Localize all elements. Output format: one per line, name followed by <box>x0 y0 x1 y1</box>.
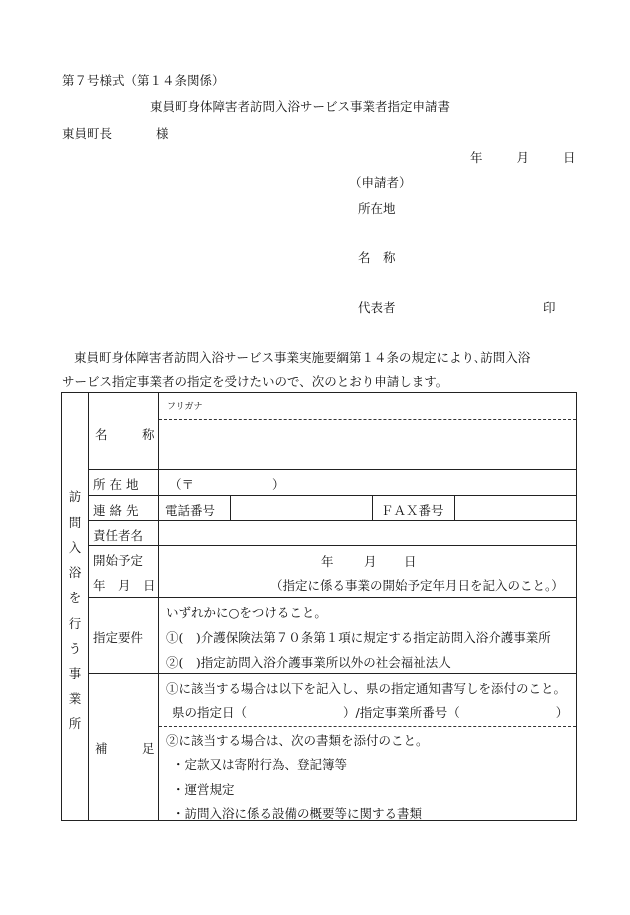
start-date-day: 日 <box>404 554 417 569</box>
addressee-suffix: 様 <box>156 126 169 141</box>
attachment-doc-2: ・運営規定 <box>172 782 235 797</box>
address-label: 所 在 地 <box>93 477 139 492</box>
postal-open: （〒 <box>169 477 195 492</box>
furigana-label: フリガナ <box>167 402 203 412</box>
contact-label: 連 絡 先 <box>93 503 139 518</box>
supplement-label-a: 補 <box>95 741 108 756</box>
side-char: 事 <box>68 666 82 681</box>
name-label-a: 名 <box>95 427 108 442</box>
form-number: 第７号様式（第１４条関係） <box>62 73 225 88</box>
representative-label: 代表者 <box>358 300 396 315</box>
pref-date-label: 県の指定日（ <box>172 705 248 720</box>
seal-mark: 印 <box>543 300 556 315</box>
side-label-office <box>62 393 88 820</box>
supplement-note-1: ①に該当する場合は以下を記入し、県の指定通知書写しを添付のこと。 <box>166 681 567 696</box>
fax-label: ＦＡＸ番号 <box>381 503 444 518</box>
requirements-label: 指定要件 <box>93 630 144 645</box>
side-char: 所 <box>68 716 82 731</box>
applicant-address-label: 所在地 <box>358 201 396 216</box>
postal-code-field[interactable] <box>169 475 285 493</box>
pref-number-label: ）/指定事業所番号（ <box>343 705 460 720</box>
start-label-1: 開始予定 <box>93 553 144 568</box>
side-char: 業 <box>68 691 82 706</box>
side-char: 浴 <box>68 565 82 580</box>
side-char: 訪 <box>68 489 82 504</box>
attachment-doc-3: ・訪問入浴に係る設備の概要等に関する書類 <box>172 806 423 821</box>
manager-label: 責任者名 <box>93 528 144 543</box>
date-year: 年 <box>470 150 483 165</box>
name-label-b: 称 <box>142 427 155 442</box>
requirements-instruction: いずれかに○をつけること。 <box>166 605 327 620</box>
date-day: 日 <box>563 150 576 165</box>
supplement-note-2: ②に該当する場合は、次の書類を添付のこと。 <box>166 733 429 748</box>
start-date-note: （指定に係る事業の開始予定年月日を記入のこと。） <box>270 578 564 593</box>
manager-input[interactable] <box>159 521 576 545</box>
document-title: 東員町身体障害者訪問入浴サービス事業者指定申請書 <box>150 99 451 114</box>
name-input[interactable] <box>159 420 576 469</box>
start-label-2: 年 月 日 <box>93 578 156 593</box>
postal-close: ） <box>272 477 285 492</box>
side-char: 行 <box>68 616 82 631</box>
applicant-name-label: 名 称 <box>358 250 396 265</box>
phone-input[interactable] <box>231 496 372 520</box>
attachment-doc-1: ・定款又は寄附行為、登記簿等 <box>172 757 348 772</box>
intro-line-1: 東員町身体障害者訪問入浴サービス事業実施要綱第１４条の規定により､訪問入浴 <box>74 350 531 365</box>
side-char: う <box>68 641 82 656</box>
start-date-month: 月 <box>364 554 377 569</box>
intro-text <box>62 346 582 394</box>
side-char: 問 <box>68 515 82 530</box>
date-month: 月 <box>516 150 530 165</box>
supplement-label-b: 足 <box>142 741 155 756</box>
application-date <box>470 148 576 166</box>
side-char: 入 <box>68 540 82 555</box>
pref-close: ） <box>555 705 569 720</box>
start-date-year: 年 <box>321 554 334 569</box>
requirement-option-1[interactable]: ①( )介護保険法第７０条第１項に規定する指定訪問入浴介護事業所 <box>166 630 551 645</box>
phone-label: 電話番号 <box>165 503 216 518</box>
application-table <box>61 392 577 821</box>
intro-line-2: サービス指定事業者の指定を受けたいので、次のとおり申請します。 <box>62 374 449 389</box>
applicant-label: （申請者） <box>349 175 412 190</box>
addressee-name: 東員町長 <box>62 126 113 141</box>
fax-input[interactable] <box>455 496 576 520</box>
requirement-option-2[interactable]: ②( )指定訪問入浴介護事業所以外の社会福祉法人 <box>166 655 451 670</box>
addressee <box>62 124 169 142</box>
side-char: を <box>68 590 82 605</box>
prefecture-designation-field[interactable] <box>172 703 568 721</box>
